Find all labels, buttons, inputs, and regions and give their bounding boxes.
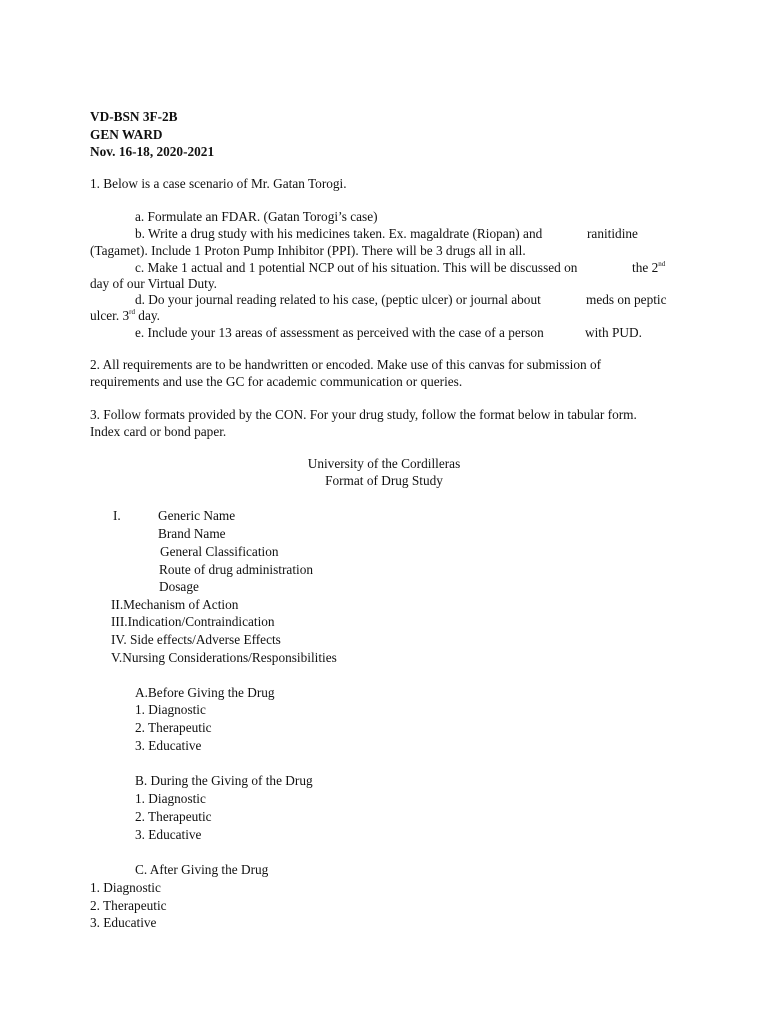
item1-b-line2: (Tagamet). Include 1 Proton Pump Inhibitor (PPI). There will be 3 drugs all in all. bbox=[90, 243, 526, 258]
section-c-title: C. After Giving the Drug bbox=[135, 862, 269, 877]
item1-d-pre: ulcer. 3 bbox=[90, 308, 130, 323]
item3-line2: Index card or bond paper. bbox=[90, 424, 227, 439]
item3-line1: 3. Follow formats provided by the CON. For your drug study, follow the format below in tabular form. bbox=[90, 407, 637, 422]
section-a-item2: 2. Therapeutic bbox=[135, 720, 212, 735]
section-c-item2: 2. Therapeutic bbox=[90, 898, 167, 913]
item1-b-line1 bbox=[135, 225, 542, 243]
item1-intro: 1. Below is a case scenario of Mr. Gatan Torogi. bbox=[90, 176, 347, 191]
item1-d-line2 bbox=[90, 307, 160, 325]
format-indication: III.Indication/Contraindication bbox=[111, 614, 275, 629]
item1-c-line2: day of our Virtual Duty. bbox=[90, 276, 217, 291]
item1-d-left: d. Do your journal reading related to his case, (peptic ulcer) or journal about bbox=[135, 292, 541, 307]
section-a-item1: 1. Diagnostic bbox=[135, 702, 206, 717]
section-a-title: A.Before Giving the Drug bbox=[135, 685, 275, 700]
format-nursing: V.Nursing Considerations/Responsibilities bbox=[111, 650, 337, 665]
format-classification: General Classification bbox=[160, 544, 279, 559]
format-numeral-i: I. bbox=[113, 508, 121, 523]
item1-c-right-text: the 2 bbox=[632, 260, 659, 275]
date-range: Nov. 16-18, 2020-2021 bbox=[90, 144, 215, 159]
section-b-title: B. During the Giving of the Drug bbox=[135, 773, 313, 788]
section-b-item1: 1. Diagnostic bbox=[135, 791, 206, 806]
format-generic-name: Generic Name bbox=[158, 508, 236, 523]
item1-e-left: e. Include your 13 areas of assessment as perceived with the case of a person bbox=[135, 325, 544, 340]
format-dosage: Dosage bbox=[159, 579, 199, 594]
item1-d-sup: rd bbox=[129, 308, 135, 316]
course-code: VD-BSN 3F-2B bbox=[90, 109, 178, 124]
section-c-item1: 1. Diagnostic bbox=[90, 880, 161, 895]
ward-label: GEN WARD bbox=[90, 127, 163, 142]
item1-b-right: ranitidine bbox=[587, 226, 638, 241]
format-title-drug-study: Format of Drug Study bbox=[325, 473, 443, 488]
format-route: Route of drug administration bbox=[159, 562, 313, 577]
item1-c-sup: nd bbox=[658, 260, 666, 268]
item1-e-right: with PUD. bbox=[585, 325, 642, 340]
section-c-item3: 3. Educative bbox=[90, 915, 157, 930]
section-b-item3: 3. Educative bbox=[135, 827, 202, 842]
format-side-effects: IV. Side effects/Adverse Effects bbox=[111, 632, 281, 647]
section-b-item2: 2. Therapeutic bbox=[135, 809, 212, 824]
item1-a: a. Formulate an FDAR. (Gatan Torogi’s case) bbox=[135, 209, 378, 224]
item2-line1: 2. All requirements are to be handwritten or encoded. Make use of this canvas for submission of bbox=[90, 357, 602, 372]
item1-c-right bbox=[632, 259, 665, 277]
item1-d-right: meds on peptic bbox=[586, 292, 667, 307]
format-mechanism: II.Mechanism of Action bbox=[111, 597, 239, 612]
section-a-item3: 3. Educative bbox=[135, 738, 202, 753]
item1-c-left: c. Make 1 actual and 1 potential NCP out of his situation. This will be discussed on bbox=[135, 260, 578, 275]
format-title-university: University of the Cordilleras bbox=[307, 456, 461, 471]
item1-d-post: day. bbox=[134, 308, 160, 323]
item1-b-left: b. Write a drug study with his medicines taken. Ex. magaldrate (Riopan) and bbox=[135, 226, 543, 241]
format-brand-name: Brand Name bbox=[158, 526, 226, 541]
item2-line2: requirements and use the GC for academic communication or queries. bbox=[90, 374, 463, 389]
